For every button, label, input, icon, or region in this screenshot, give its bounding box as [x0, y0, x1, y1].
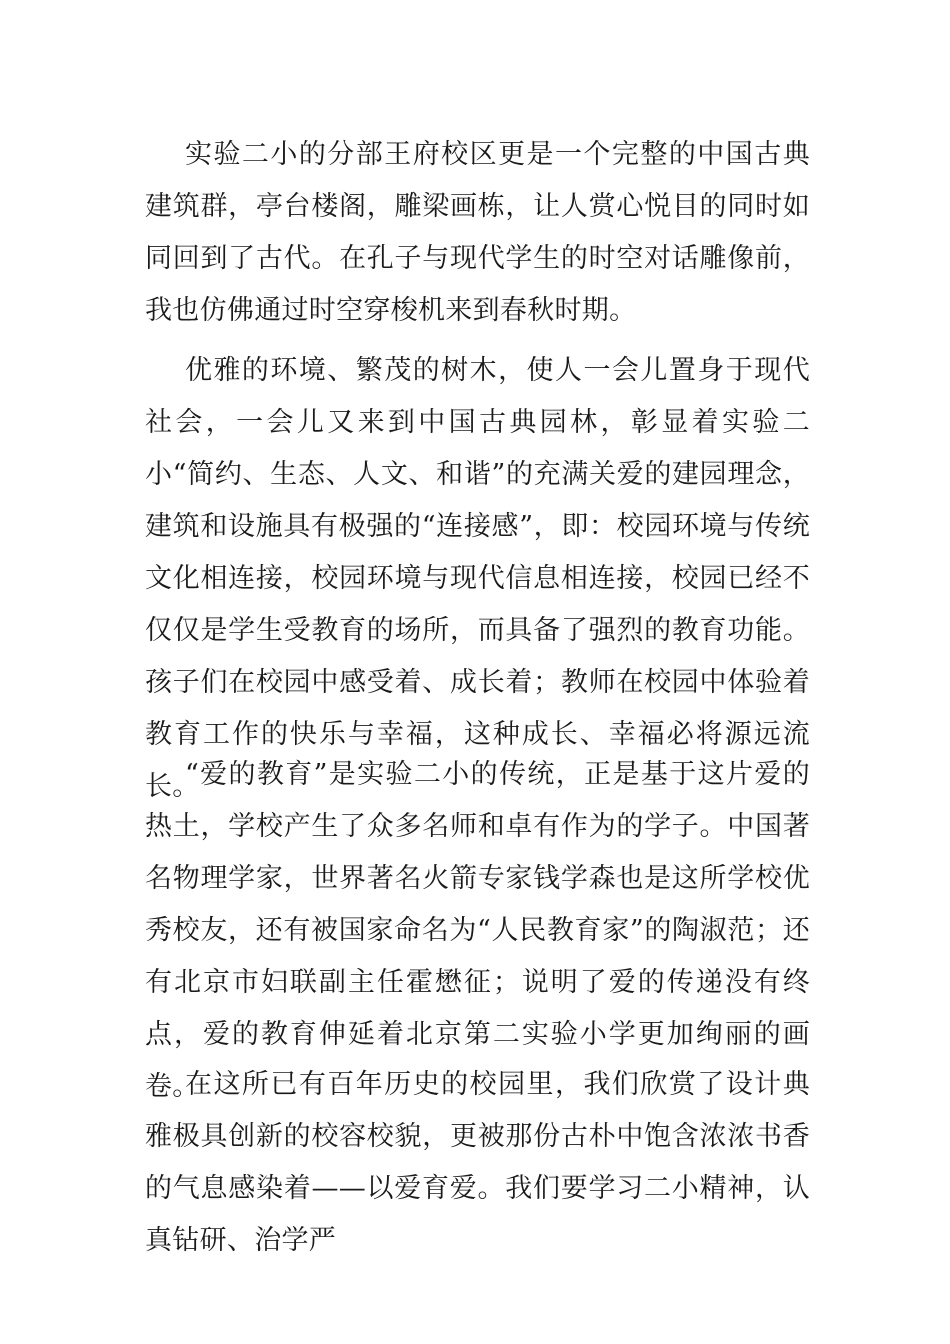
paragraph-campus-environment: 优雅的环境、繁茂的树木，使人一会儿置身于现代社会，一会儿又来到中国古典园林，彰显着实验二小“简约、生态、人文、和谐”的充满关爱的建园理念，建筑和设施具有极强的“连接感”，即：校园环境与传统文化相连接，校园环境与现代信息相连接，校园已经不仅仅是学生受教育的场所，而具备了强烈的教育功能。孩子们在校园中感受着、成长着；教师在校园中体验着教育工作的快乐与幸福，这种成长、幸福必将源远流长。: [145, 355, 810, 802]
paragraph-campus-architecture: 实验二小的分部王府校区更是一个完整的中国古典建筑群，亭台楼阁，雕梁画栋，让人赏心悦目的同时如同回到了古代。在孔子与现代学生的时空对话雕像前，我也仿佛通过时空穿梭机来到春秋时期。: [145, 139, 810, 326]
paragraph-century-campus: 在这所已有百年历史的校园里，我们欣赏了设计典雅极具创新的校容校貌，更被那份古朴中饱含浓浓书香的气息感染着——以爱育爱。我们要学习二小精神，认真钻研、治学严: [145, 1069, 810, 1256]
paragraph-education-of-love: “爱的教育”是实验二小的传统，正是基于这片爱的热土，学校产生了众多名师和卓有作为的学子。中国著名物理学家，世界著名火箭专家钱学森也是这所学校优秀校友，还有被国家命名为“人民教育家”的陶淑范；还有北京市妇联副主任霍懋征；说明了爱的传递没有终点，爱的教育伸延着北京第二实验小学更加绚丽的画卷。: [145, 759, 810, 1102]
